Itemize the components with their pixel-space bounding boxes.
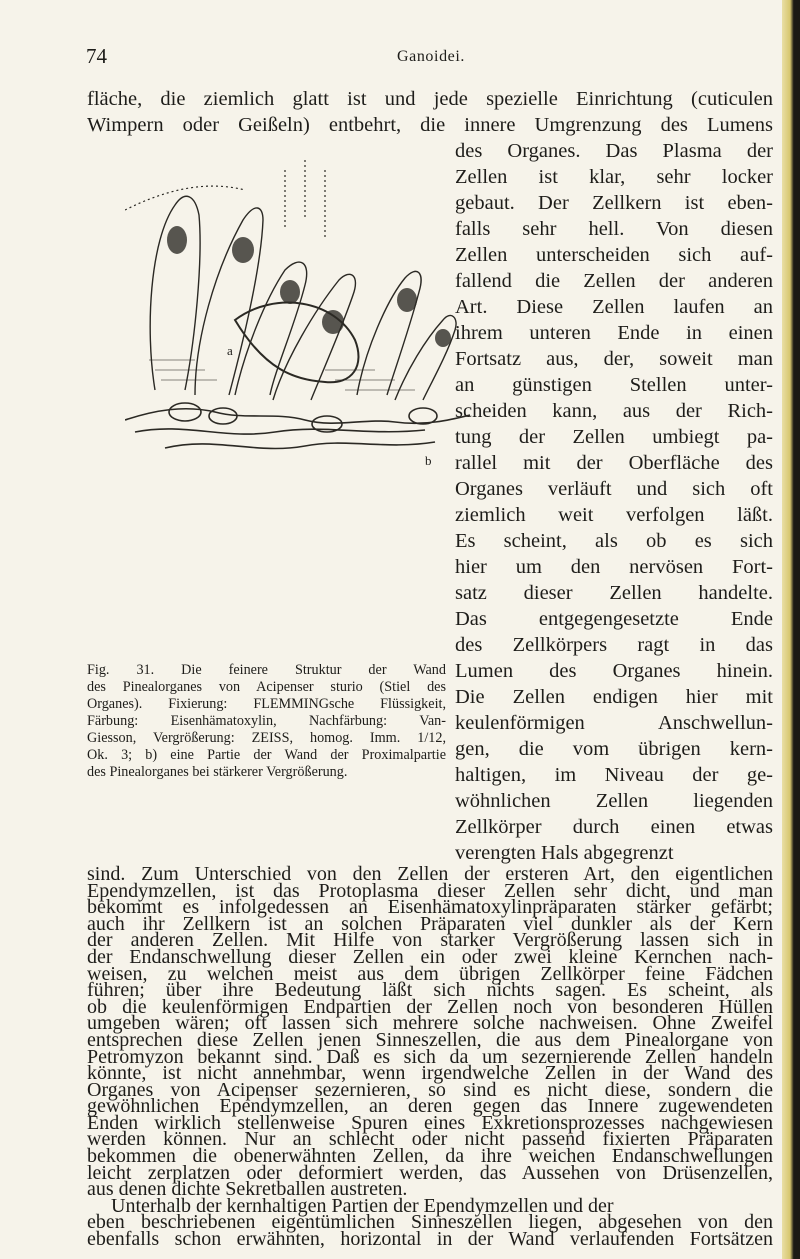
text-line: eben beschriebenen eigentümlichen Sinneszellen liegen, abgesehen von den bbox=[87, 1211, 773, 1234]
caption-line: Giesson, Vergrößerung: ZEISS, homog. Imm. 1/12, bbox=[87, 730, 446, 746]
text-line: Organes von Acipenser sezernieren, so sind es nicht diese, sondern die bbox=[87, 1078, 773, 1101]
text-line: der Endanschwellung dieser Zellen ein oder zwei kleine Kernchen nach- bbox=[87, 945, 773, 968]
text-line: Enden wirklich stellenweise Spuren eines Exkretionsprozesses nachgewiesen bbox=[87, 1111, 773, 1134]
text-line: leicht zerplatzen oder deformiert werden, das Aussehen von Drüsenzellen, bbox=[87, 1161, 773, 1184]
text-line: tung der Zellen umbiegt pa- bbox=[455, 426, 773, 448]
text-line: an günstigen Stellen unter- bbox=[455, 374, 773, 396]
text-line: haltigen, im Niveau der ge- bbox=[455, 764, 773, 786]
text-line: des Organes. Das Plasma der bbox=[455, 140, 773, 162]
text-line: gen, die vom übrigen kern- bbox=[455, 738, 773, 760]
text-line: Fortsatz aus, der, soweit man bbox=[455, 348, 773, 370]
text-line: entsprechen diese Zellen jenen Sinneszellen, die aus dem Pinealorgane von bbox=[87, 1028, 773, 1051]
text-line: bekommen die obenerwähnten Zellen, da ihre weichen Endanschwellungen bbox=[87, 1145, 773, 1168]
text-line: Wimpern oder Geißeln) entbehrt, die innere Umgrenzung des Lumens bbox=[87, 114, 773, 136]
text-line: führen; über ihre Bedeutung läßt sich nichts sagen. Es scheint, als bbox=[87, 979, 773, 1002]
text-line: ebenfalls schon erwähnten, horizontal in der Wand verlaufenden Fortsätzen bbox=[87, 1228, 773, 1250]
text-line: hier um den nervösen Fort- bbox=[455, 556, 773, 578]
text-line: sind. Zum Unterschied von den Zellen der ersteren Art, den eigentlichen bbox=[87, 863, 773, 885]
text-line: gewöhnlichen Ependymzellen, an deren gegen das Innere zugewendeten bbox=[87, 1095, 773, 1118]
text-line: Organes verläuft und sich oft bbox=[455, 478, 773, 500]
text-line: ziemlich weit verfolgen läßt. bbox=[455, 504, 773, 526]
page-number: 74 bbox=[86, 44, 107, 68]
text-line: der anderen Zellen. Mit Hilfe von starker Vergrößerung lassen sich in bbox=[87, 929, 773, 952]
figure-label-b: b bbox=[425, 453, 432, 468]
text-line: Das entgegengesetzte Ende bbox=[455, 608, 773, 630]
text-line: satz dieser Zellen handelte. bbox=[455, 582, 773, 604]
text-line: des Zellkörpers ragt in das bbox=[455, 634, 773, 656]
text-line: Lumen des Organes hinein. bbox=[455, 660, 773, 682]
text-line: aus denen dichte Sekretballen austreten. bbox=[87, 1178, 408, 1201]
text-line: weisen, zu welchen meist aus dem übrigen Zellkörper feine Fädchen bbox=[87, 962, 773, 985]
text-line: wöhnlichen Zellen liegenden bbox=[455, 790, 773, 812]
text-line: falls sehr hell. Von diesen bbox=[455, 218, 773, 240]
text-line: rallel mit der Oberfläche des bbox=[455, 452, 773, 474]
text-line: scheiden kann, aus der Rich- bbox=[455, 400, 773, 422]
text-line: könnte, ist nicht annehmbar, wenn irgendwelche Zellen in der Wand des bbox=[87, 1062, 773, 1085]
caption-line: Färbung: Eisenhämatoxylin, Nachfärbung: Van- bbox=[87, 713, 446, 729]
running-title: Ganoidei. bbox=[396, 48, 466, 65]
text-line: Unterhalb der kernhaltigen Partien der Ependymzellen und der bbox=[111, 1194, 614, 1217]
page-header bbox=[86, 44, 776, 70]
text-line: keulenförmigen Anschwellun- bbox=[455, 712, 773, 734]
text-line: Es scheint, als ob es sich bbox=[455, 530, 773, 552]
caption-line: Organes). Fixierung: FLEMMINGsche Flüssigkeit, bbox=[87, 696, 446, 712]
text-line: auch ihr Zellkern ist an solchen Präparaten viel dunkler als der Kern bbox=[87, 912, 773, 935]
text-line: gebaut. Der Zellkern ist eben- bbox=[455, 192, 773, 214]
text-line: Ependymzellen, ist das Protoplasma dieser Zellen sehr dicht, und man bbox=[87, 879, 773, 902]
text-line: ihrem unteren Ende in einen bbox=[455, 322, 773, 344]
caption-line: des Pinealorganes bei stärkerer Vergrößerung. bbox=[87, 764, 348, 780]
text-line: verengten Hals abgegrenzt bbox=[455, 842, 674, 864]
caption-line: Fig. 31. Die feinere Struktur der Wand bbox=[87, 662, 446, 678]
text-line: bekommt es infolgedessen an Eisenhämatoxylinpräparaten stärker gefärbt; bbox=[87, 896, 773, 919]
text-line: fläche, die ziemlich glatt ist und jede spezielle Einrichtung (cuticulen bbox=[87, 88, 773, 110]
text-line: Zellen unterscheiden sich auf- bbox=[455, 244, 773, 266]
text-line: Petromyzon bekannt sind. Daß es sich da um sezernierende Zellen handeln bbox=[87, 1045, 773, 1068]
caption-line: des Pinealorganes von Acipenser sturio (Stiel des bbox=[87, 679, 446, 695]
text-line: werden können. Nur an schlecht oder nicht passend fixierten Präparaten bbox=[87, 1128, 773, 1151]
figure-label-a: a bbox=[227, 343, 233, 358]
caption-line: Ok. 3; b) eine Partie der Wand der Proximalpartie bbox=[87, 747, 446, 763]
figure-31-illustration bbox=[125, 150, 470, 490]
text-line: Zellen ist klar, sehr locker bbox=[455, 166, 773, 188]
page-edge bbox=[782, 0, 800, 1259]
text-line: Art. Diese Zellen laufen an bbox=[455, 296, 773, 318]
text-line: fallend die Zellen der anderen bbox=[455, 270, 773, 292]
text-line: umgeben wären; oft lassen sich mehrere solche nachweisen. Ohne Zweifel bbox=[87, 1012, 773, 1035]
text-line: ob die keulenförmigen Endpartien der Zellen noch von besonderen Hüllen bbox=[87, 995, 773, 1018]
text-line: Die Zellen endigen hier mit bbox=[455, 686, 773, 708]
text-line: Zellkörper durch einen etwas bbox=[455, 816, 773, 838]
